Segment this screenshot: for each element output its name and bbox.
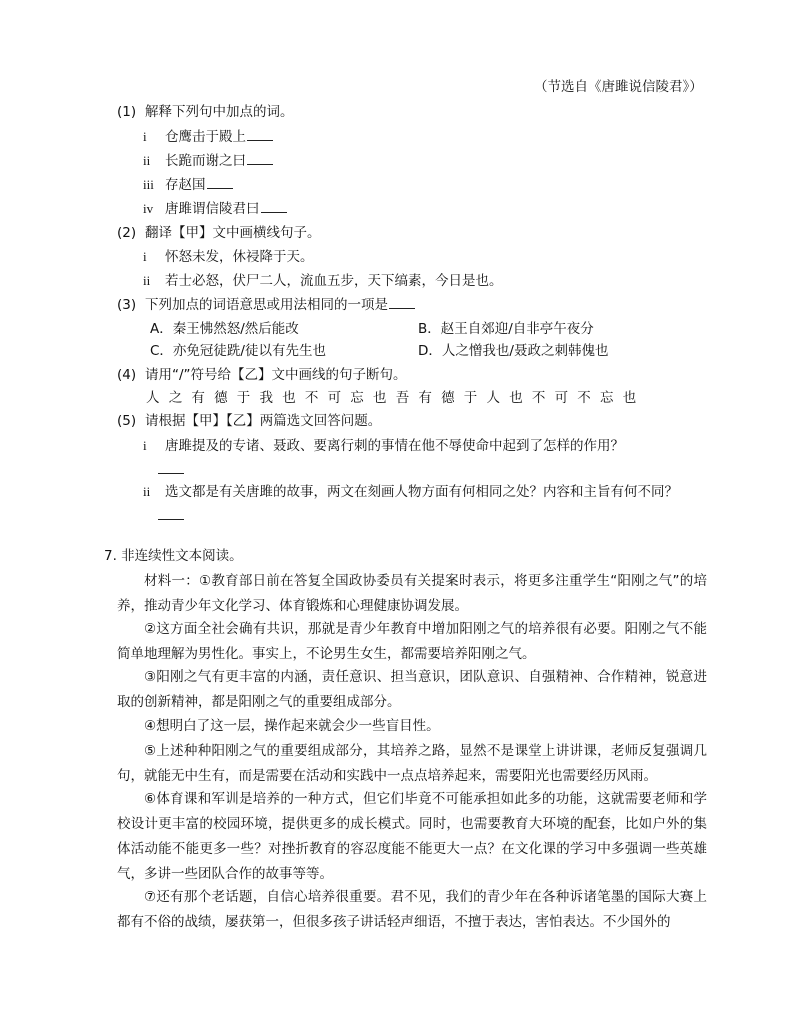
- sub-item: [143, 437, 624, 455]
- sub-item-text: 存赵国: [165, 177, 206, 193]
- source-note: （节选自《唐雎说信陵君》）: [534, 79, 703, 95]
- question-5: [117, 412, 381, 430]
- sub-item: [143, 176, 233, 194]
- question-prompt: 解释下列句中加点的词。: [145, 104, 294, 120]
- paragraph-1: 材料一：①教育部日前在答复全国政协委员有关提案时表示，将更多注重学生“阳刚之气”的培养，推动青少年文化学习、体育锻炼和心理健康协调发展。: [117, 573, 707, 614]
- paragraph-5: ⑤上述种种阳刚之气的重要组成部分，其培养之路，显然不是课堂上讲讲课，老师反复强调几句，就能无中生有，而是需要在活动和实践中一点点培养起来，需要阳光也需要经历风雨。: [117, 743, 707, 784]
- sub-item: [143, 272, 503, 290]
- paragraph-2: ②这方面全社会确有共识，那就是青少年教育中增加阳刚之气的培养很有必要。阳刚之气不能简单地理解为男性化。事实上，不论男生女生，都需要培养阳刚之气。: [117, 621, 707, 662]
- answer-blank[interactable]: [247, 152, 273, 165]
- question-number: (4): [117, 367, 137, 383]
- answer-blank[interactable]: [247, 128, 273, 141]
- option-c[interactable]: C．亦免冠徒跣/徒以有先生也: [150, 343, 326, 359]
- roman-numeral: ii: [143, 153, 151, 168]
- question-number: (2): [117, 225, 137, 241]
- answer-blank[interactable]: [158, 472, 184, 474]
- question-prompt: 翻译【甲】文中画横线句子。: [145, 225, 321, 241]
- question-4: [117, 366, 407, 384]
- paragraph-7: ⑦还有那个老话题，自信心培养很重要。君不见，我们的青少年在各种诉诸笔墨的国际大赛上都有不俗的战绩，屡获第一，但很多孩子讲话轻声细语，不擅于表达，害怕表达。不少国外的: [117, 889, 707, 930]
- sub-item: [143, 152, 273, 170]
- sub-item: [143, 128, 273, 146]
- sentence-to-punctuate: 人之有德于我也不可忘也吾有德于人也不可不忘也: [146, 390, 646, 406]
- roman-numeral: ii: [143, 484, 151, 499]
- paragraph-6: ⑥体育课和军训是培养的一种方式，但它们毕竟不可能承担如此多的功能，这就需要老师和学校设计更丰富的校园环境，提供更多的成长模式。同时，也需要教育大环境的配套，比如户外的集体活动能不能更多一些？对挫折教育的容忍度能不能更大一点？在文化课的学习中多强调一些英雄气，多讲一些团队合作的故事等等。: [117, 791, 707, 882]
- roman-numeral: iv: [143, 201, 154, 216]
- sub-item-text: 若士必怒，伏尸二人，流血五步，天下缟素，今日是也。: [165, 273, 503, 289]
- question-number: (5): [117, 413, 137, 429]
- answer-blank[interactable]: [207, 176, 233, 189]
- question-prompt: 请根据【甲】【乙】两篇选文回答问题。: [145, 413, 382, 429]
- option-b[interactable]: B．赵王自郊迎/自非亭午夜分: [418, 321, 594, 337]
- question-2: [117, 224, 321, 242]
- question-1: [117, 103, 294, 121]
- sub-item: [143, 200, 287, 218]
- answer-blank[interactable]: [389, 296, 415, 309]
- sub-item-text: 仓鹰击于殿上: [165, 129, 246, 145]
- sub-item-text: 唐雎谓信陵君曰: [165, 201, 260, 217]
- question-prompt: 请用“/”符号给【乙】文中画线的句子断句。: [145, 367, 407, 383]
- option-a[interactable]: A．秦王怫然怒/然后能改: [150, 321, 299, 337]
- sub-item-text: 唐雎提及的专诸、聂政、要离行刺的事情在他不辱使命中起到了怎样的作用？: [165, 438, 624, 454]
- answer-blank[interactable]: [261, 200, 287, 213]
- paragraph-4: ④想明白了这一层，操作起来就会少一些盲目性。: [144, 718, 440, 734]
- option-d[interactable]: D．人之憎我也/聂政之刺韩傀也: [418, 343, 609, 359]
- sub-item: [143, 483, 678, 501]
- roman-numeral: i: [143, 129, 147, 144]
- question-3: [117, 296, 415, 314]
- question-number: (1): [117, 104, 137, 120]
- paragraph-3: ③阳刚之气有更丰富的内涵，责任意识、担当意识，团队意识、自强精神、合作精神，锐意进取的创新精神，都是阳刚之气的重要组成部分。: [117, 669, 707, 710]
- answer-blank[interactable]: [158, 518, 184, 520]
- roman-numeral: i: [143, 438, 147, 453]
- question-prompt: 下列加点的词语意思或用法相同的一项是: [145, 297, 388, 313]
- question-number: (3): [117, 297, 137, 313]
- sub-item: [143, 248, 314, 266]
- sub-item-text: 长跪而谢之曰: [165, 153, 246, 169]
- roman-numeral: i: [143, 249, 147, 264]
- sub-item-text: 怀怒未发，休祲降于天。: [165, 249, 314, 265]
- sub-item-text: 选文都是有关唐雎的故事，两文在刻画人物方面有何相同之处？内容和主旨有何不同？: [165, 484, 678, 500]
- roman-numeral: ii: [143, 273, 151, 288]
- roman-numeral: iii: [143, 177, 154, 192]
- section-heading: 7. 非连续性文本阅读。: [104, 548, 243, 564]
